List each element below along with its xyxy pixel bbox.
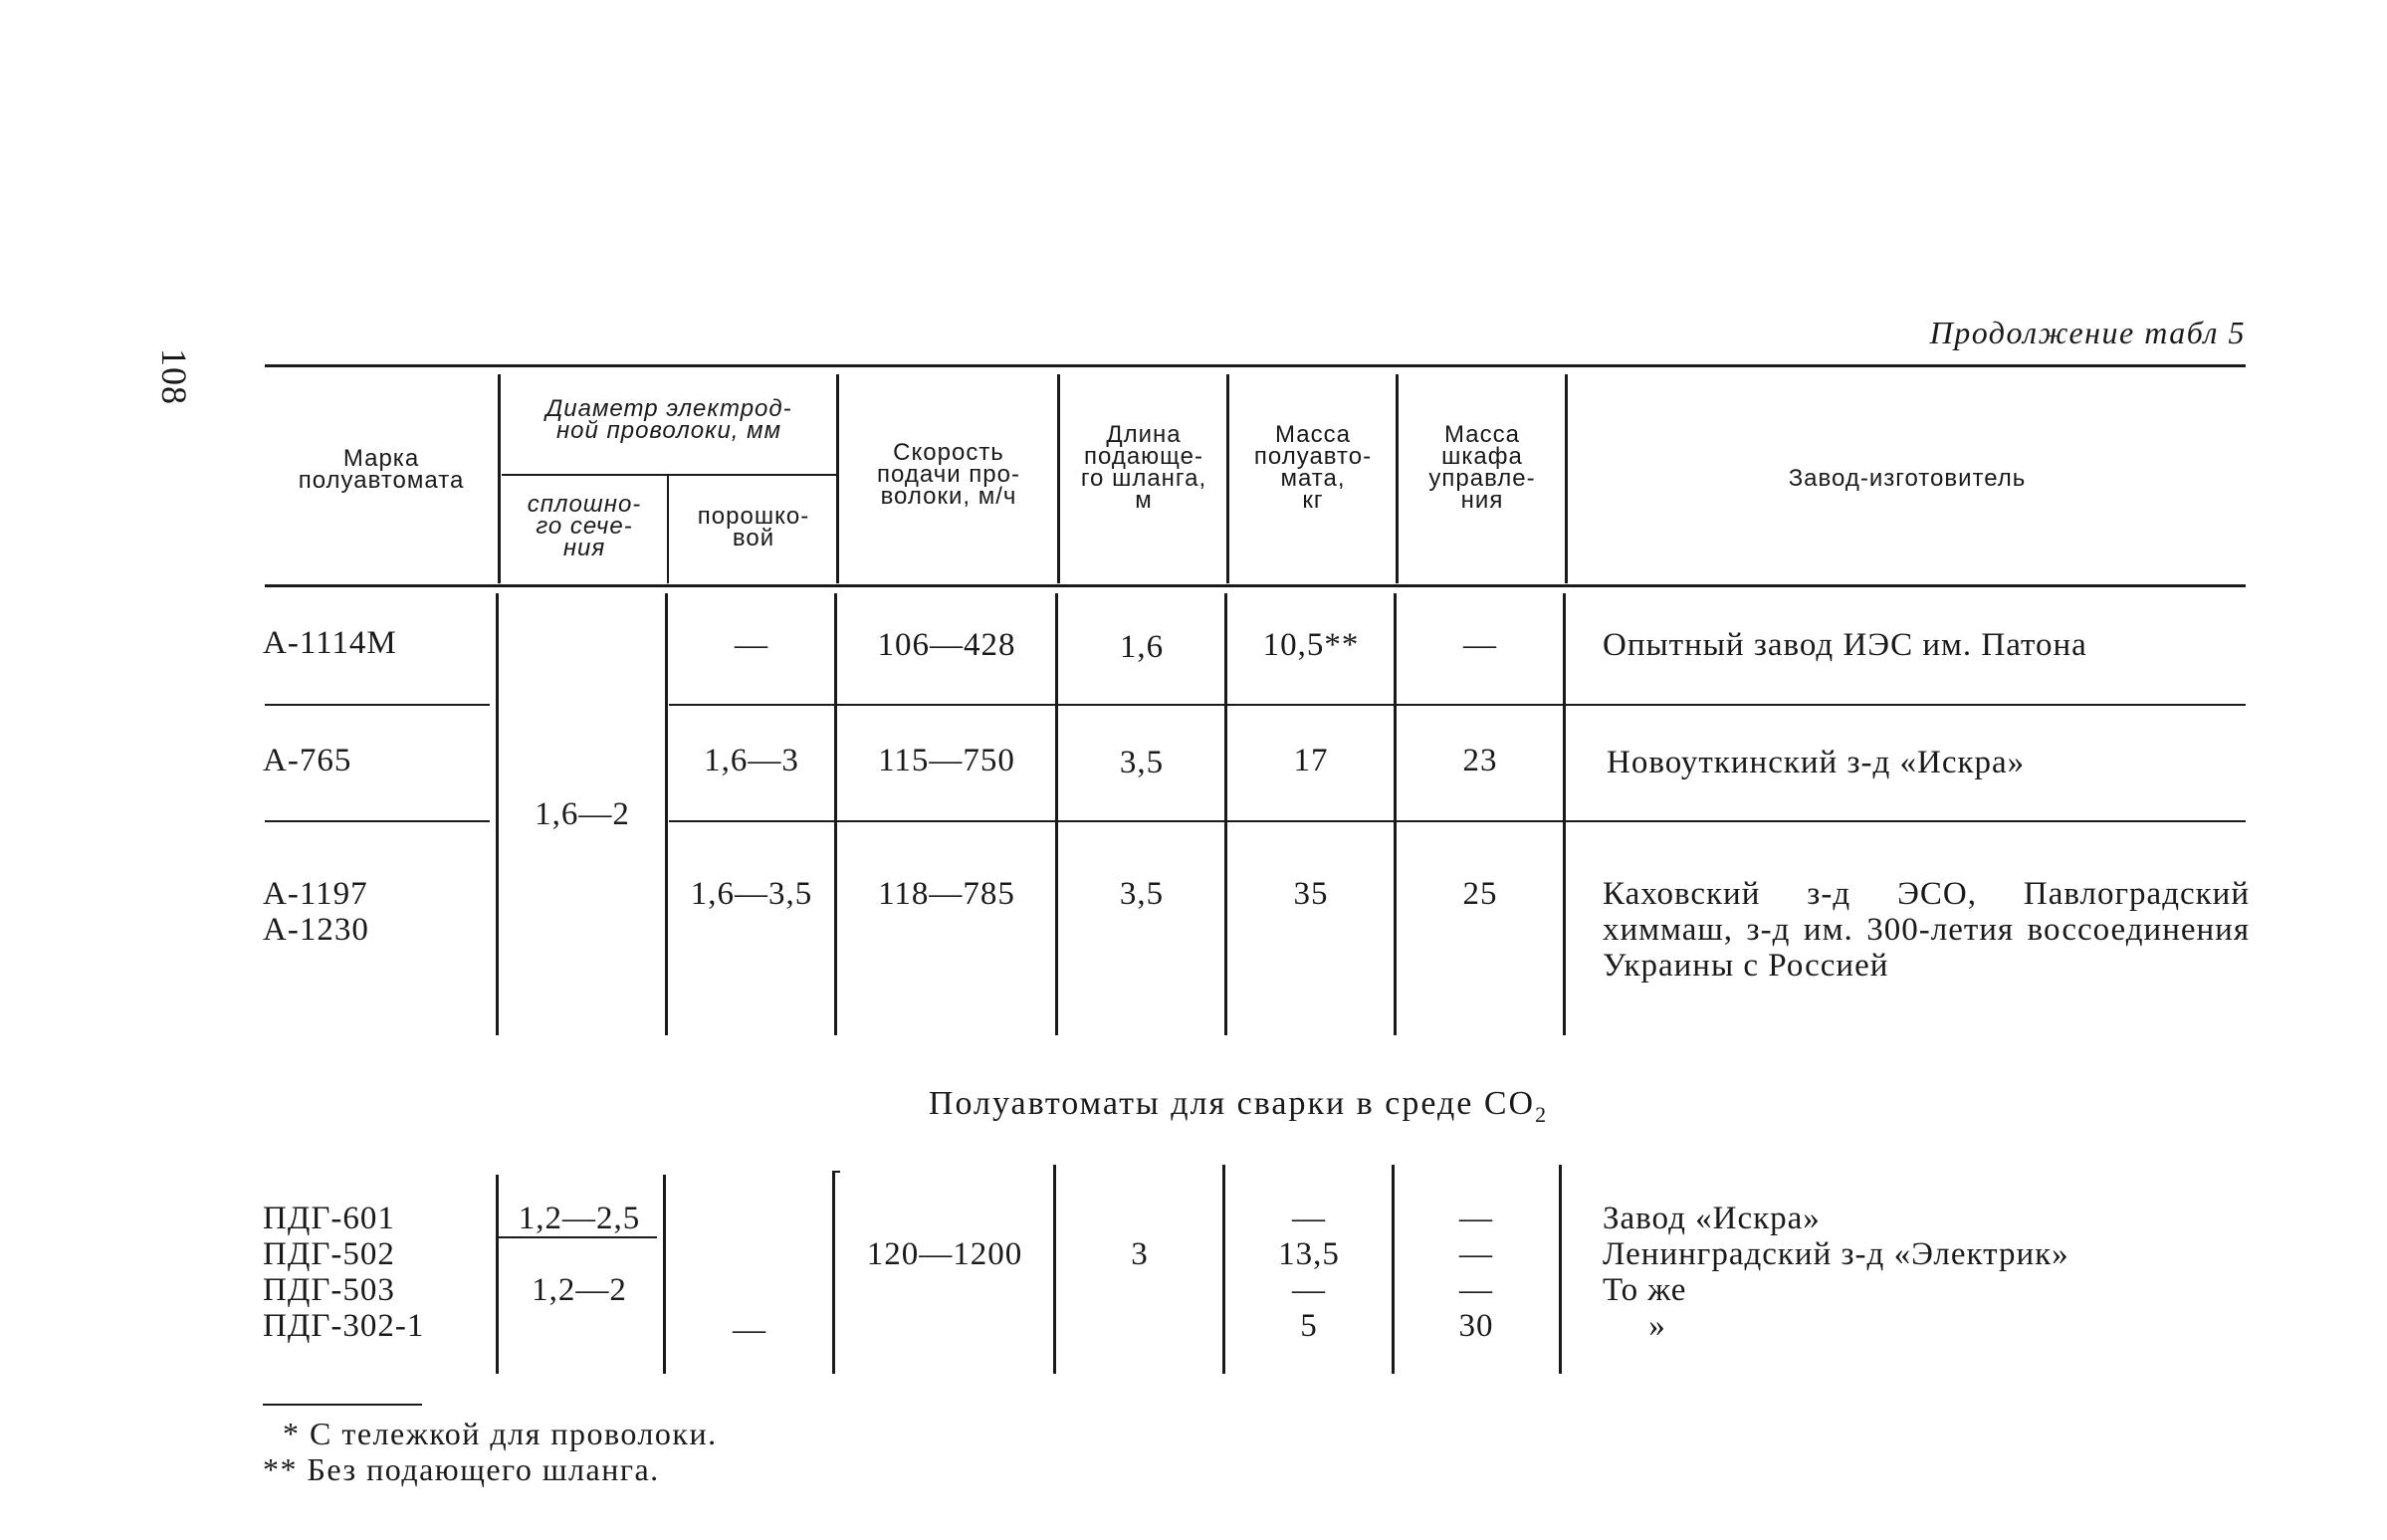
group2-solid-top: 1,2—2,5 bbox=[518, 1201, 641, 1236]
group1-solid-diameter: 1,6—2 bbox=[535, 796, 630, 832]
row3-hose: 3,5 bbox=[1119, 876, 1165, 912]
header-solid: сплошно- го сече- ния bbox=[527, 491, 642, 561]
group2-powder: — bbox=[733, 1312, 766, 1348]
row2-hose: 3,5 bbox=[1119, 745, 1165, 780]
table-caption: Продолжение табл 5 bbox=[1929, 315, 2246, 350]
row1-speed: 106—428 bbox=[877, 627, 1016, 663]
row2-mass-semi: 17 bbox=[1293, 743, 1329, 778]
group2-manufacturer: Завод «Искра» Ленинградский з-д «Электрик» То же » bbox=[1603, 1201, 2069, 1344]
row3-manufacturer: Каховский з-д ЭСО, Павлоградский химмаш, з-д им. 300-летия воссоединения Украины с Россией bbox=[1603, 876, 2250, 984]
group2-mass-semi: — 13,5 — 5 bbox=[1278, 1201, 1340, 1344]
page-number: 108 bbox=[154, 348, 194, 405]
header-powder: порошко- вой bbox=[697, 503, 810, 551]
group2-hose: 3 bbox=[1131, 1236, 1149, 1272]
row3-speed: 118—785 bbox=[878, 876, 1015, 912]
row3-mass-cabinet: 25 bbox=[1462, 876, 1498, 912]
row1-brand: А-1114М bbox=[263, 625, 397, 661]
header-manufacturer: Завод-изготовитель bbox=[1788, 465, 2027, 492]
row2-brand: А-765 bbox=[263, 743, 352, 778]
group2-solid-bottom: 1,2—2 bbox=[532, 1272, 627, 1308]
header-speed: Скорость подачи про- волоки, м/ч bbox=[877, 439, 1020, 510]
row3-mass-semi: 35 bbox=[1293, 876, 1329, 912]
footnote-rule bbox=[263, 1404, 422, 1406]
header-brand: Марка полуавтомата bbox=[298, 445, 465, 494]
group2-mass-cabinet: — — — 30 bbox=[1458, 1201, 1494, 1344]
header-diameter: Диаметр электрод- ной проволоки, мм bbox=[545, 395, 792, 444]
row3-powder: 1,6—3,5 bbox=[690, 876, 813, 912]
header-mass-semi: Масса полуавто- мата, кг bbox=[1253, 421, 1373, 514]
footnote-1: * С тележкой для проволоки. bbox=[283, 1416, 718, 1451]
header-hose-length: Длина подающе- го шланга, м bbox=[1080, 421, 1207, 514]
row2-manufacturer: Новоуткинский з-д «Искра» bbox=[1607, 745, 2026, 780]
row1-mass-cabinet: — bbox=[1463, 627, 1497, 663]
group2-brands: ПДГ-601 ПДГ-502 ПДГ-503 ПДГ-302-1 bbox=[263, 1201, 425, 1344]
row1-mass-semi: 10,5** bbox=[1262, 627, 1360, 663]
row3-brand: А-1197 А-1230 bbox=[263, 876, 369, 948]
row2-powder: 1,6—3 bbox=[704, 743, 799, 778]
section-title: Полуавтоматы для сварки в среде $CO_2$ bbox=[928, 1085, 1549, 1127]
footnote-2: ** Без подающего шланга. bbox=[263, 1451, 660, 1487]
row1-hose: 1,6 bbox=[1119, 629, 1165, 665]
row1-manufacturer: Опытный завод ИЭС им. Патона bbox=[1603, 627, 2087, 663]
row2-mass-cabinet: 23 bbox=[1462, 743, 1498, 778]
row2-speed: 115—750 bbox=[878, 743, 1015, 778]
group2-speed: 120—1200 bbox=[866, 1236, 1023, 1272]
row1-powder: — bbox=[735, 627, 768, 663]
header-mass-cabinet: Масса шкафа управле- ния bbox=[1428, 421, 1536, 514]
